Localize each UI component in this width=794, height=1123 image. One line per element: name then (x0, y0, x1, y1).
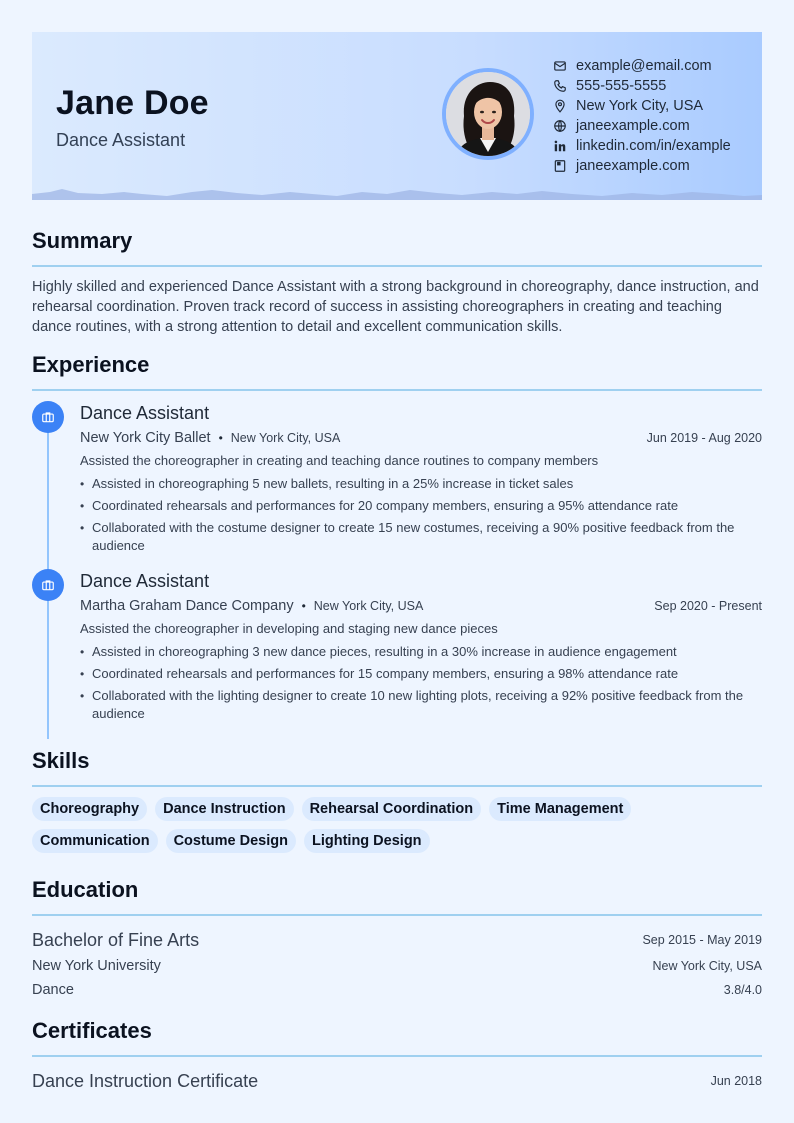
education-row-school (32, 954, 762, 978)
contact-phone[interactable] (552, 76, 752, 96)
candidate-name: Jane Doe (56, 84, 209, 122)
experience-bullet: • Coordinated rehearsals and performances for 20 company members, ensuring a 95% attendance rate (92, 497, 762, 515)
experience-bullet: • Assisted in choreographing 3 new dance pieces, resulting in a 30% increase in audience engagement (92, 643, 762, 661)
experience-dates: Jun 2019 - Aug 2020 (646, 431, 762, 445)
experience-bullet: • Coordinated rehearsals and performances for 15 company members, ensuring a 98% attendance rate (92, 665, 762, 683)
experience-meta (80, 595, 762, 617)
resume-header (32, 32, 762, 200)
contact-website[interactable] (552, 116, 752, 136)
education-row-field (32, 978, 762, 1002)
education-heading: Education (32, 877, 139, 902)
briefcase-icon (32, 401, 64, 433)
contact-website-text: janeexample.com (576, 118, 690, 134)
experience-dates: Sep 2020 - Present (654, 599, 762, 613)
certificate-date: Jun 2018 (710, 1074, 762, 1088)
contact-location-text: New York City, USA (576, 98, 704, 114)
experience-location: New York City, USA (313, 599, 424, 613)
portfolio-icon (552, 158, 568, 174)
contact-linkedin[interactable] (552, 136, 752, 156)
skills-section (32, 746, 762, 853)
summary-divider (32, 265, 762, 267)
skill-chip: Choreography (32, 797, 147, 821)
candidate-title: Dance Assistant (56, 130, 186, 150)
experience-location: New York City, USA (230, 431, 341, 445)
location-pin-icon (552, 98, 568, 114)
experience-heading: Experience (32, 352, 150, 377)
experience-timeline (32, 401, 762, 723)
portrait-illustration (446, 72, 530, 156)
contact-linkedin-text: linkedin.com/in/example (576, 138, 731, 154)
experience-company: Martha Graham Dance Company (80, 598, 294, 614)
summary-text: Highly skilled and experienced Dance Assistant with a strong background in choreography, dance instruction, and rehearsal coordination. Proven track record of success in assisting choreographers in creating and teaching dance routines, with a strong attention to detail and excellent communication skills. (32, 279, 759, 335)
experience-divider (32, 389, 762, 391)
phone-icon (552, 78, 568, 94)
bullet-separator: • (218, 431, 223, 445)
experience-company: New York City Ballet (80, 430, 211, 446)
skill-chip: Time Management (489, 797, 631, 821)
certificates-section (32, 1016, 762, 1093)
experience-item (32, 569, 762, 723)
mail-icon (552, 58, 568, 74)
education-divider (32, 914, 762, 916)
contact-location (552, 96, 752, 116)
skills-heading: Skills (32, 748, 90, 773)
experience-bullet: • Collaborated with the costume designer to create 15 new costumes, receiving a 90% positive feedback from the audience (92, 519, 762, 555)
avatar-photo (446, 72, 530, 156)
avatar (442, 68, 534, 160)
experience-role: Dance Assistant (80, 403, 210, 423)
education-gpa: 3.8/4.0 (723, 983, 762, 997)
experience-bullets (80, 475, 762, 555)
education-field: Dance (32, 982, 74, 998)
education-row-degree (32, 928, 762, 952)
certificate-item (32, 1069, 762, 1093)
summary-section (32, 226, 762, 337)
education-school: New York University (32, 958, 161, 974)
globe-icon (552, 118, 568, 134)
bullet-separator: • (301, 599, 306, 613)
certificates-divider (32, 1055, 762, 1057)
skills-divider (32, 785, 762, 787)
experience-description: Assisted the choreographer in creating and teaching dance routines to company members (80, 453, 599, 468)
contact-phone-text: 555-555-5555 (576, 78, 667, 94)
experience-role: Dance Assistant (80, 571, 210, 591)
education-dates: Sep 2015 - May 2019 (642, 933, 762, 947)
header-wave-decoration (32, 184, 762, 200)
contact-email-text: example@email.com (576, 58, 712, 74)
experience-description: Assisted the choreographer in developing and staging new dance pieces (80, 621, 498, 636)
experience-bullet: • Collaborated with the lighting designer to create 10 new lighting plots, receiving a 92% positive feedback from the audience (92, 687, 762, 723)
experience-bullets (80, 643, 762, 723)
contact-list (552, 56, 752, 176)
contact-portfolio-text: janeexample.com (576, 158, 690, 174)
skill-chip: Communication (32, 829, 158, 853)
contact-email[interactable] (552, 56, 752, 76)
education-degree: Bachelor of Fine Arts (32, 929, 200, 950)
certificate-name: Dance Instruction Certificate (32, 1070, 259, 1091)
skill-chip: Rehearsal Coordination (302, 797, 482, 821)
skill-chip: Lighting Design (304, 829, 430, 853)
skills-list (32, 797, 652, 853)
skill-chip: Costume Design (166, 829, 296, 853)
skill-chip: Dance Instruction (155, 797, 293, 821)
experience-item (32, 401, 762, 555)
education-location: New York City, USA (652, 959, 762, 973)
experience-meta (80, 427, 762, 449)
summary-heading: Summary (32, 228, 133, 253)
experience-bullet: • Assisted in choreographing 5 new ballets, resulting in a 25% increase in ticket sales (92, 475, 762, 493)
experience-section (32, 350, 762, 723)
linkedin-icon (552, 138, 568, 154)
briefcase-icon (32, 569, 64, 601)
education-section (32, 875, 762, 1002)
contact-portfolio[interactable] (552, 156, 752, 176)
certificates-heading: Certificates (32, 1018, 152, 1043)
